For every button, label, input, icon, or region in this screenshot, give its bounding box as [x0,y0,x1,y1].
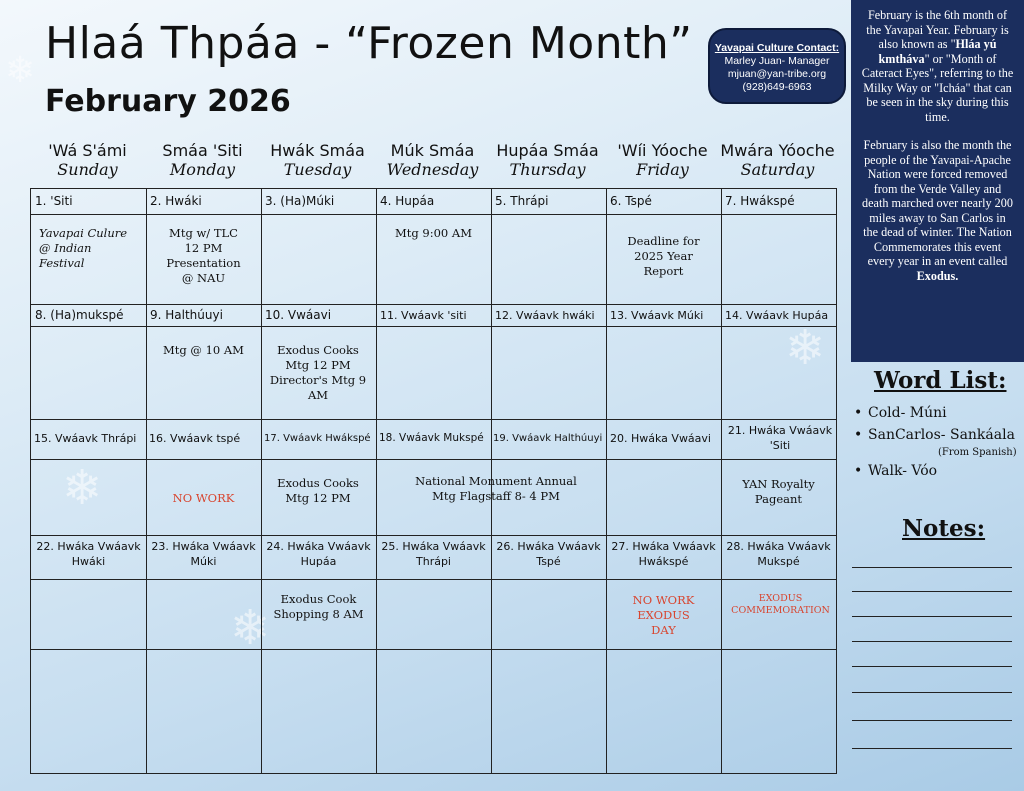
date-label: 24. Hwáka Vwáavk Hupáa [266,540,371,568]
date-label: 7. Hwákspé [725,194,795,208]
date-label: 22. Hwáka Vwáavk Hwáki [36,540,141,568]
event-note: Exodus Cooks Mtg 12 PM Director's Mtg 9 AM [269,343,367,402]
contact-name: Marley Juan- Manager [724,55,830,67]
word-list-item: • Cold- Múni [852,402,1017,424]
date-label: 23. Hwáka Vwáavk Múki [151,540,256,568]
page-subtitle: February 2026 [45,84,291,119]
event-note: Exodus Cooks Mtg 12 PM [277,476,359,505]
day-header-wednesday: Múk Smáa Wednesday [386,141,479,179]
note-line [852,692,1012,693]
date-label: 28. Hwáka Vwáavk Mukspé [726,540,831,568]
note-line [852,567,1012,568]
notes-title: Notes: [902,515,986,542]
sidebar-paragraph-month: February is the 6th month of the Yavapai Year. February is also known as "Hláa yú kmtháva" or "Month of Cateract Eyes", referring to the Milky Way or "Icháa" that can be seen in the sky during this time. [861,8,1014,124]
word-list [852,402,1017,482]
word-list-item: • Walk- Vóo [852,460,1017,482]
date-label: 15. Vwáavk Thrápi [34,432,137,445]
calendar-grid [30,188,837,774]
event-note: Mtg @ 10 AM [163,343,244,357]
date-label: 8. (Ha)mukspé [35,308,124,322]
event-note: Mtg w/ TLC 12 PM Presentation @ NAU [166,226,241,285]
info-sidebar [851,0,1024,362]
snowflake-decoration: ❄ [62,460,103,516]
day-header-sunday: 'Wá S'ámi Sunday [48,141,127,179]
word-list-title: Word List: [874,367,1007,394]
event-note: Mtg 9:00 AM [395,226,472,240]
event-note: Yavapai Culure @ Indian Festival [39,226,128,270]
date-label: 16. Vwáavk tspé [149,432,241,445]
date-label: 13. Vwáavk Múki [610,309,704,322]
date-label: 17. Vwáavk Hwákspé [264,433,371,444]
note-line [852,720,1012,721]
sidebar-paragraph-exodus: February is also the month the people of the Yavapai-Apache Nation were forced removed from the Verde Valley and death marched over nearly 200 miles away to San Carlos in the dead of winter. The Nation Commemorates this event every year in an event called Exodus. [862,138,1013,283]
date-label: 21. Hwáka Vwáavk 'Siti [727,424,833,452]
note-line [852,666,1012,667]
date-label: 14. Vwáavk Hupáa [725,309,829,322]
date-label: 1. 'Siti [35,194,73,208]
day-header-tuesday: Hwák Smáa Tuesday [270,141,365,179]
event-note: National Monument Annual Mtg Flagstaff 8- 4 PM [415,474,577,503]
date-label: 12. Vwáavk hwáki [495,309,595,322]
snowflake-decoration: ❄ [785,320,826,376]
word-list-item: • SanCarlos- Sankáala [852,424,1017,446]
day-header-friday: 'Wíi Yóoche Friday [617,141,708,179]
event-note: YAN Royalty Pageant [742,477,815,506]
date-label: 25. Hwáka Vwáavk Thrápi [381,540,486,568]
snowflake-decoration: ❄ [230,600,271,656]
contact-heading: Yavapai Culture Contact: [714,42,840,54]
date-label: 19. Vwáavk Halthúuyi [493,433,603,444]
note-line [852,748,1012,749]
event-note: Exodus Cook Shopping 8 AM [273,592,364,621]
day-header-monday: Smáa 'Siti Monday [162,141,243,179]
no-work-label: NO WORK [172,491,235,505]
date-label: 9. Halthúuyi [150,308,223,322]
note-line [852,591,1012,592]
date-label: 2. Hwáki [150,194,202,208]
contact-email: mjuan@yan-tribe.org [727,68,827,80]
date-label: 10. Vwáavi [265,308,332,322]
date-label: 3. (Ha)Múki [265,194,335,208]
exodus-day-label: NO WORK EXODUS DAY [632,593,695,637]
date-label: 11. Vwáavk 'siti [380,309,467,322]
exodus-commemoration-label: EXODUS COMMEMORATION [731,593,830,616]
date-label: 5. Thrápi [495,194,549,208]
date-label: 20. Hwáka Vwáavi [610,432,711,445]
contact-box [708,28,846,104]
word-list-note: (From Spanish) [938,447,1017,458]
day-header-thursday: Hupáa Smáa Thursday [496,141,599,179]
note-line [852,641,1012,642]
event-note: Deadline for 2025 Year Report [627,234,700,278]
date-label: 18. Vwáavk Mukspé [379,432,484,444]
page-title: Hlaá Thpáa - “Frozen Month” [45,18,693,69]
date-label: 27. Hwáka Vwáavk Hwákspé [611,540,716,568]
contact-phone: (928)649-6963 [742,81,812,93]
note-line [852,616,1012,617]
day-header-saturday: Mwára Yóoche Saturday [720,141,835,179]
snowflake-decoration: ❄ [5,50,36,91]
date-label: 4. Hupáa [380,194,435,208]
date-label: 26. Hwáka Vwáavk Tspé [496,540,601,568]
date-label: 6. Tspé [610,194,652,208]
